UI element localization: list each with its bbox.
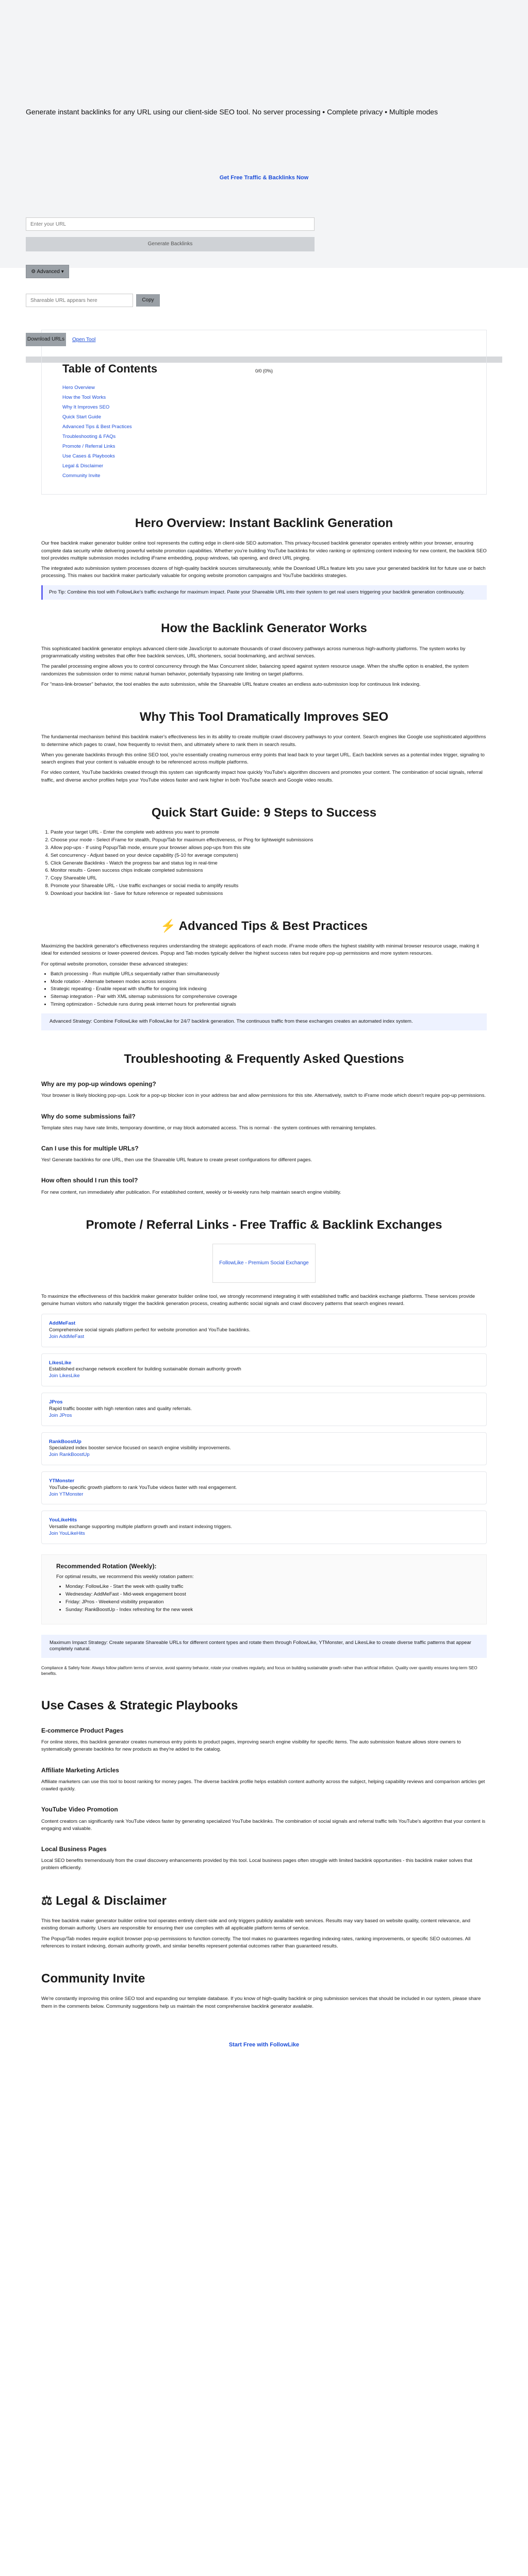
card-desc: Rapid traffic booster with high retention rates and quality referrals.	[49, 1405, 192, 1412]
generate-button[interactable]: Generate Backlinks	[26, 237, 315, 251]
card-link[interactable]: Join JPros	[49, 1412, 72, 1418]
faq-question: How often should I run this tool?	[41, 1177, 138, 1184]
faq-question: Why do some submissions fail?	[41, 1112, 136, 1120]
faq-answer: For new content, run immediately after publication. For established content, weekly or bi-weekly runs help maintain search engine visibility.	[41, 1189, 341, 1195]
toc-title: Table of Contents	[62, 362, 158, 375]
step-item: 4. Set concurrency - Adjust based on your device capability (5-10 for average computers)	[51, 853, 487, 859]
paragraph: The fundamental mechanism behind this backlink maker's effectiveness lies in its ability to create multiple crawl discovery pathways to your content. Search engines like Google use sophisticated algorithms to determine which pages to crawl, how frequently to revisit them, and ultimately where to rank them in search results.	[41, 734, 486, 748]
tip-item: • Mode rotation - Alternate between modes across sessions	[51, 979, 487, 986]
referral-card	[41, 1314, 487, 1347]
card-link[interactable]: Join YTMonster	[49, 1491, 84, 1497]
main-content	[0, 330, 528, 2049]
rotation-box	[41, 1554, 487, 1624]
section-title: Quick Start Guide: 9 Steps to Success	[151, 805, 377, 820]
toc-link[interactable]: Use Cases & Playbooks	[62, 453, 115, 459]
card-desc: Comprehensive social signals platform perfect for website promotion and YouTube backlinks.	[49, 1327, 251, 1333]
referral-card	[41, 1353, 487, 1386]
copy-button[interactable]: Copy	[136, 294, 160, 307]
strategy-callout: Advanced Strategy: Combine FollowLike with FollowLike for 24/7 backlink generation. The continuous traffic from these exchanges creates an automated index system.	[41, 1013, 487, 1030]
rotation-title: Recommended Rotation (Weekly):	[56, 1562, 157, 1570]
card-title: JPros	[49, 1399, 63, 1405]
faq-answer: Yes! Generate backlinks for one URL, then use the Shareable URL feature to create preset configurations for different pages.	[41, 1157, 312, 1163]
paragraph: When you generate backlinks through this online SEO tool, you're essentially creating numerous entry points that lead back to your target URL. Each backlink serves as a potential index trigger, signaling to search engines that your content is valuable enough to be referenced across multiple platforms.	[41, 752, 485, 766]
card-desc: YouTube-specific growth platform to rank YouTube videos faster with real engagement.	[49, 1484, 237, 1490]
section-title: Hero Overview: Instant Backlink Generation	[135, 516, 393, 530]
case-title: E-commerce Product Pages	[41, 1726, 124, 1734]
paragraph: To maximize the effectiveness of this backlink maker generator builder online tool, we strongly recommend integrating it with established traffic and backlink exchange platforms. These services provide genuine human visitors who naturally trigger the backlink generation process, creating authentic social signals and crawl discovery patterns that search engines reward.	[41, 1293, 475, 1307]
pro-tip-callout: Pro Tip: Combine this tool with FollowLike's traffic exchange for maximum impact. Paste your Shareable URL into their system to get real users triggering your backlink generation continuously.	[41, 585, 487, 600]
case-title: Affiliate Marketing Articles	[41, 1766, 119, 1774]
card-title: AddMeFast	[49, 1320, 76, 1327]
faq-answer: Your browser is likely blocking pop-ups. Look for a pop-up blocker icon in your address bar and allow permissions for this site. Alternatively, switch to iFrame mode which doesn't require pop-up permissions.	[41, 1093, 486, 1099]
referral-card	[41, 1511, 487, 1544]
toc-link[interactable]: Quick Start Guide	[62, 414, 101, 420]
rotation-item: • Sunday: RankBoostUp - Index refreshing for the new week	[65, 1607, 472, 1614]
faq-question: Why are my pop-up windows opening?	[41, 1080, 156, 1088]
rotation-item: • Friday: JPros - Weekend visibility preparation	[65, 1599, 472, 1606]
section-title: How the Backlink Generator Works	[161, 621, 367, 636]
case-title: YouTube Video Promotion	[41, 1806, 118, 1814]
referral-card	[41, 1393, 487, 1426]
tip-item: • Sitemap integration - Pair with XML sitemap submissions for comprehensive coverage	[51, 994, 487, 1001]
toc-link[interactable]: Legal & Disclaimer	[62, 463, 104, 469]
section-title: Promote / Referral Links - Free Traffic & Backlink Exchanges	[86, 1217, 442, 1232]
toc-link[interactable]: Advanced Tips & Best Practices	[62, 423, 132, 430]
rotation-item: • Monday: FollowLike - Start the week with quality traffic	[65, 1584, 472, 1590]
referral-card	[41, 1432, 487, 1465]
share-row	[26, 294, 502, 307]
tip-item: • Batch processing - Run multiple URLs sequentially rather than simultaneously	[51, 971, 487, 978]
step-item: 9. Download your backlink list - Save for future reference or repeated submissions	[51, 891, 487, 897]
card-desc: Established exchange network excellent for building sustainable domain authority growth	[49, 1366, 241, 1372]
section-title: Troubleshooting & Frequently Asked Questions	[124, 1052, 404, 1066]
progress-text: 0/0 (0%)	[255, 368, 273, 374]
section-title: ⚡ Advanced Tips & Best Practices	[160, 919, 368, 933]
paragraph: This free backlink maker generator builder online tool operates entirely client-side and only triggers publicly available web services. Results may vary based on website quality, content relevance, and existing domain authority. Users are responsible for ensuring their use complies with all applicable platform terms of service.	[41, 1918, 471, 1931]
referral-card	[41, 1471, 487, 1504]
card-link[interactable]: Join YouLikeHits	[49, 1531, 85, 1537]
toc-link[interactable]: Why It Improves SEO	[62, 404, 110, 410]
faq-question: Can I use this for multiple URLs?	[41, 1144, 139, 1152]
rotation-lead: For optimal results, we recommend this weekly rotation pattern:	[56, 1574, 194, 1580]
card-title: LikesLike	[49, 1360, 72, 1366]
tip-item: • Strategic repeating - Enable repeat with shuffle for ongoing link indexing	[51, 986, 487, 993]
rotation-item: • Wednesday: AddMeFast - Mid-week engagement boost	[65, 1591, 472, 1598]
toc-link[interactable]: Promote / Referral Links	[62, 443, 116, 449]
cta-top-link[interactable]: Get Free Traffic & Backlinks Now	[219, 174, 309, 181]
step-item: 1. Paste your target URL - Enter the complete web address you want to promote	[51, 829, 487, 836]
card-title: YTMonster	[49, 1478, 75, 1484]
section-title: Why This Tool Dramatically Improves SEO	[139, 710, 389, 724]
toc-link[interactable]: Community Invite	[62, 472, 101, 479]
open-tool-link[interactable]: Open Tool	[72, 336, 96, 343]
toc-link[interactable]: Troubleshooting & FAQs	[62, 433, 116, 439]
case-title: Local Business Pages	[41, 1845, 107, 1853]
step-item: 2. Choose your mode - Select iFrame for stealth, Popup/Tab for maximum effectiveness, or Ping for lightweight submissions	[51, 837, 487, 844]
paragraph: Our free backlink maker generator builder online tool represents the cutting edge in client-side SEO automation. This privacy-focused backlink generator operates entirely within your browser, ensuring complete data security while delivering powerful website promotion capabilities. Whether you're building YouTube backlinks for video ranking or optimizing content indexing for new content, the backlink SEO tool provides multiple submission modes including iFrame embedding, popup windows, tab opening, and direct URL pinging.	[41, 540, 487, 561]
card-desc: Versatile exchange supporting multiple platform growth and instant indexing triggers.	[49, 1524, 232, 1530]
case-desc: Content creators can significantly rank YouTube videos faster by generating specialized YouTube backlinks. The combination of social signals and referral traffic tells YouTube's algorithm that your content is engaging and valuable.	[41, 1818, 486, 1832]
faq-answer: Template sites may have rate limits, temporary downtime, or may block automated access. This is normal - the system continues with remaining templates.	[41, 1125, 377, 1131]
advanced-toggle[interactable]: ⚙ Advanced ▾	[26, 265, 69, 278]
rotation-list	[65, 1584, 472, 1613]
paragraph: The parallel processing engine allows you to control concurrency through the Max Concurrent slider, balancing speed against system resource usage. When the shuffle option is enabled, the system randomizes the submission order to mimic natural human behavior, potentially bypassing rate limiting on target platforms.	[41, 664, 469, 677]
section-title: ⚖ Legal & Disclaimer	[41, 1893, 167, 1908]
card-title: RankBoostUp	[49, 1438, 81, 1445]
step-item: 5. Click Generate Backlinks - Watch the progress bar and status log in real-time	[51, 860, 487, 867]
url-input[interactable]	[26, 217, 315, 231]
paragraph: The integrated auto submission system processes dozens of high-quality backlink sources simultaneously, while the Download URLs feature lets you save your generated backlink list for future use or batch processing. This makes our backlink maker particularly valuable for ongoing website promotion campaigns and YouTube backlinks strategies.	[41, 566, 486, 579]
card-link[interactable]: Join RankBoostUp	[49, 1452, 90, 1458]
steps-list	[51, 829, 487, 897]
toc-link[interactable]: How the Tool Works	[62, 394, 106, 400]
toc-link[interactable]: Hero Overview	[62, 384, 95, 391]
card-title: YouLikeHits	[49, 1517, 77, 1523]
paragraph: This sophisticated backlink generator employs advanced client-side JavaScript to automate thousands of crawl discovery pathways across numerous high-authority platforms. The system works by programmatically visiting websites that offer free backlink services, URL shorteners, social bookmarking, and archival services.	[41, 646, 466, 659]
card-link[interactable]: Join AddMeFast	[49, 1333, 85, 1340]
step-item: 7. Copy Shareable URL	[51, 875, 487, 882]
paragraph: The Popup/Tab modes require explicit browser pop-up permissions to function correctly. The tool makes no guarantees regarding indexing rates, ranking improvements, or specific SEO outcomes. All references to instant indexing, domain authority growth, and similar benefits represent potential outcomes rather than guaranteed results.	[41, 1936, 471, 1949]
footer-cta-link[interactable]: Start Free with FollowLike	[228, 2041, 300, 2048]
case-desc: Affiliate marketers can use this tool to boost ranking for money pages. The diverse backlink profile helps establish content authority across the subject, helping capability reviews and comparison articles get crawled quickly.	[41, 1778, 485, 1792]
section-title: Use Cases & Strategic Playbooks	[41, 1698, 238, 1713]
card-link[interactable]: Join LikesLike	[49, 1373, 80, 1379]
paragraph: For "mass-link-browser" behavior, the tool enables the auto submission, while the Shareable URL feature creates an endless auto-submission loop for continuous link indexing.	[41, 681, 421, 687]
tip-item: • Timing optimization - Schedule runs during peak internet hours for preferential signals	[51, 1002, 487, 1008]
case-desc: Local SEO benefits tremendously from the crawl discovery enhancements provided by this tool. Local business pages often struggle with limited backlink opportunities - this backlink maker solves that problem efficiently.	[41, 1858, 472, 1871]
step-item: 3. Allow pop-ups - If using Popup/Tab mode, ensure your browser allows pop-ups from this site	[51, 845, 487, 852]
step-item: 8. Promote your Shareable URL - Use traffic exchanges or social media to amplify results	[51, 883, 487, 890]
card-desc: Specialized index booster service focused on search engine visibility improvements.	[49, 1445, 231, 1451]
paragraph: We're constantly improving this online SEO tool and expanding our template database. If you know of high-quality backlink or ping submission services that should be included in our system, please share them in the comments below. Community suggestions help us maintain the most comprehensive backlink generator available.	[41, 1996, 481, 2009]
tips-list	[51, 971, 487, 1008]
paragraph: For optimal website promotion, consider these advanced strategies:	[41, 961, 188, 967]
step-item: 6. Monitor results - Green success chips indicate completed submissions	[51, 868, 487, 874]
hero-intro: Generate instant backlinks for any URL using our client-side SEO tool. No server processing • Complete privacy • Multiple modes	[26, 108, 438, 116]
section-title: Community Invite	[41, 1972, 145, 1986]
case-desc: For online stores, this backlink generator creates numerous entry points to product pages, improving search engine visibility for specific items. The auto submission feature allows store owners to systematically generate backlinks for new products as they're added to the catalog.	[41, 1739, 461, 1753]
paragraph: Maximizing the backlink generator's effectiveness requires understanding the strategic applications of each mode. iFrame mode offers the highest stability with minimal browser resource usage, making it ideal for extended sessions or lower-powered devices. Popup and Tab modes typically deliver the highest success rates but require pop-up permissions and more system resources.	[41, 943, 479, 957]
compliance-note: Compliance & Safety Note: Always follow platform terms of service, avoid spammy behavior, rotate your creatives regularly, and focus on building sustainable growth rather than artificial inflation. Quality over quantity ensures long-term SEO benefits.	[41, 1666, 477, 1676]
strategy-callout: Maximum Impact Strategy: Create separate Shareable URLs for different content types and rotate them through FollowLike, YTMonster, and LikesLike to create diverse traffic patterns that appear completely natural.	[41, 1635, 487, 1658]
download-button[interactable]: Download URLs	[26, 333, 66, 346]
paragraph: For video content, YouTube backlinks created through this system can significantly impact how quickly YouTube's algorithm discovers and promotes your content. The combination of social signals, referral traffic, and diverse anchor profiles helps your YouTube videos faster and rank higher in both YouTube search and Google video results.	[41, 770, 483, 783]
table-of-contents	[41, 330, 487, 495]
promo-banner[interactable]: FollowLike - Premium Social Exchange	[212, 1244, 316, 1283]
shareable-url-input[interactable]	[26, 294, 133, 307]
